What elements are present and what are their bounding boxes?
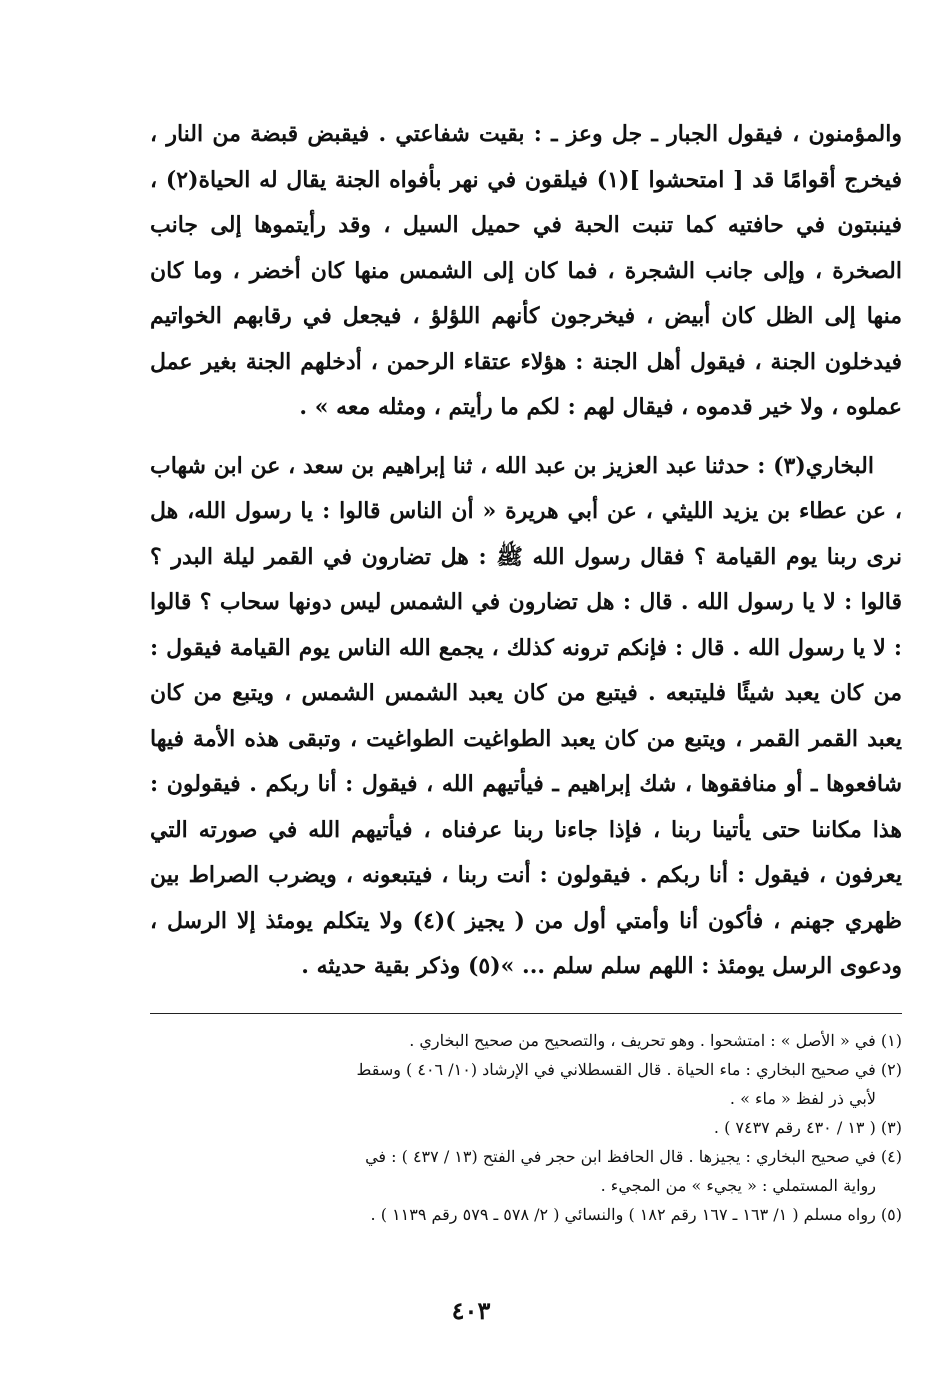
footnote-2: (٢) في صحيح البخاري : ماء الحياة . قال القسطلاني في الإرشاد (١٠/ ٤٠٦ ) وسقط: [356, 1060, 902, 1079]
hadith-paragraph-bukhari: البخاري(٣) : حدثنا عبد العزيز بن عبد الله ، ثنا إبراهيم بن سعد ، عن ابن شهاب ، عن عطاء بن يزيد الليثي ، عن أبي هريرة « أن الناس قالوا : يا رسول الله، هل نرى ربنا يوم القيامة ؟ فقال رسول الله ﷺ : هل تضارون في القمر ليلة البدر ؟ قالوا : لا يا رسول الله . قال : هل تضارون في الشمس ليس دونها سحاب ؟ قالوا : لا يا رسول الله . قال : فإنكم ترونه كذلك ، يجمع الله الناس يوم القيامة فيقول : من كان يعبد شيئًا فليتبعه . فيتبع من كان يعبد الشمس الشمس ، ويتبع من كان يعبد القمر القمر ، ويتبع من كان يعبد الطواغيت الطواغيت ، وتبقى هذه الأمة فيها شافعوها ـ أو منافقوها ، شك إبراهيم ـ فيأتيهم الله ، فيقول : أنا ربكم . فيقولون : هذا مكاننا حتى يأتينا ربنا ، فإذا جاءنا ربنا عرفناه ، فيأتيهم الله في صورته التي يعرفون ، فيقول : أنا ربكم . فيقولون : أنت ربنا ، فيتبعونه ، ويضرب الصراط بين ظهري جهنم ، فأكون أنا وأمتي أول من ( يجيز )(٤) ولا يتكلم يومئذ إلا الرسل ، ودعوى الرسل يومئذ : اللهم سلم سلم ... »(٥) وذكر بقية حديثه .: [150, 452, 903, 979]
footnote-2-continuation: لأبي ذر لفظ « ماء » .: [729, 1089, 876, 1108]
footnote-4: (٤) في صحيح البخاري : يجيزها . قال الحافظ ابن حجر في الفتح (١٣ / ٤٣٧ ) : في: [365, 1147, 902, 1166]
page-number: ٤٠٣: [451, 1296, 491, 1325]
footnote-3: (٣) ( ١٣ / ٤٣٠ رقم ٧٤٣٧ ) .: [713, 1118, 902, 1137]
footnote-5: (٥) رواه مسلم ( ١/ ١٦٣ ـ ١٦٧ رقم ١٨٢ ) والنسائي ( ٢/ ٥٧٨ ـ ٥٧٩ رقم ١١٣٩ ) .: [370, 1205, 902, 1224]
footnote-4-continuation: رواية المستملي : « يجيء » من المجيء .: [600, 1176, 876, 1195]
footnote-divider: [150, 1013, 902, 1014]
footnote-1: (١) في « الأصل » : امتشحوا . وهو تحريف ، والتصحيح من صحيح البخاري .: [409, 1031, 902, 1050]
hadith-paragraph-continued: والمؤمنون ، فيقول الجبار ـ جل وعز ـ : بقيت شفاعتي . فيقبض قبضة من النار ، فيخرج أقوامًا قد [ امتحشوا ](١) فيلقون في نهر بأفواه الجنة يقال له الحياة(٢) ، فينبتون في حافتيه كما تنبت الحبة في حميل السيل ، وقد رأيتموها إلى جانب الصخرة ، وإلى جانب الشجرة ، فما كان إلى الشمس منها كان أخضر ، وما كان منها إلى الظل كان أبيض ، فيخرجون كأنهم اللؤلؤ ، فيجعل في رقابهم الخواتيم فيدخلون الجنة ، فيقول أهل الجنة : هؤلاء عتقاء الرحمن ، أدخلهم الجنة بغير عمل عملوه ، ولا خير قدموه ، فيقال لهم : لكم ما رأيتم ، ومثله معه » .: [150, 121, 903, 420]
footnotes: [150, 1026, 902, 1229]
main-text: [150, 112, 902, 990]
